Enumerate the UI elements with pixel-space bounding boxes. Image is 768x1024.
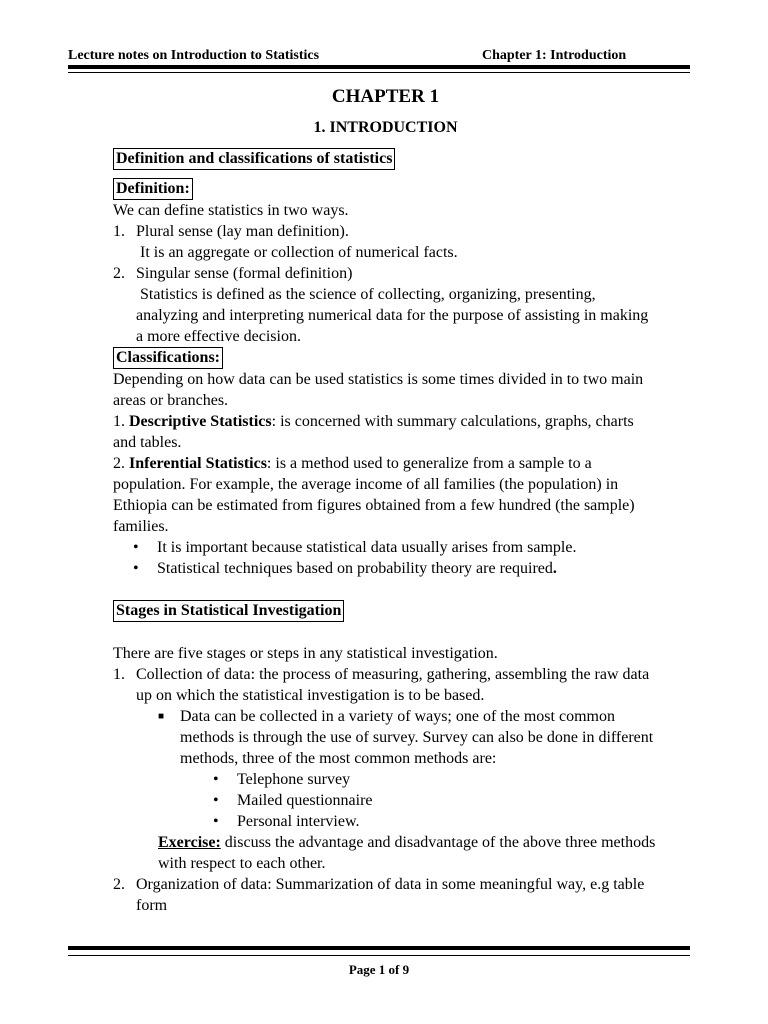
list-text-end: .: [552, 560, 557, 577]
list-text: Telephone survey: [237, 771, 351, 788]
definition-item-1-sub: It is an aggregate or collection of numerical facts.: [140, 244, 458, 261]
list-item: [113, 811, 658, 832]
footer-rule-thick: [68, 946, 690, 950]
descriptive-statistics: [113, 411, 658, 453]
chapter-title: CHAPTER 1: [331, 86, 440, 107]
list-text: Mailed questionnaire: [237, 792, 373, 809]
list-text: Personal interview.: [237, 813, 360, 830]
stages-intro: There are five stages or steps in any statistical investigation.: [113, 645, 498, 662]
bullet-dot-icon: •: [133, 539, 139, 556]
list-text: Plural sense (lay man definition).: [136, 223, 349, 240]
bullet-dot-icon: •: [213, 792, 219, 809]
header-chapter: Chapter 1: Introduction: [482, 48, 627, 63]
bullet-dot-icon: •: [213, 771, 219, 788]
bullet-dot-icon: •: [133, 560, 139, 577]
list-number: 1.: [113, 413, 125, 430]
page-number: Page 1 of 9: [348, 962, 410, 977]
inferential-statistics: [113, 453, 658, 537]
stage-1: [113, 664, 658, 706]
list-item: [113, 558, 658, 579]
exercise-text: discuss the advantage and disadvantage of the above three methods with respect to each other.: [158, 834, 656, 872]
definition-item-2-sub: Statistics is defined as the science of collecting, organizing, presenting, analyzing and interpreting numerical data for the purpose of assisting in making a more effective decision.: [136, 286, 649, 345]
def-class-heading: Definition and classifications of statistics: [113, 148, 395, 170]
stages-heading: Stages in Statistical Investigation: [113, 600, 344, 622]
definition-heading: Definition:: [113, 178, 193, 200]
classifications-intro: Depending on how data can be used statistics is some times divided in to two main areas or branches.: [113, 371, 644, 409]
definition-item-1: [113, 221, 658, 242]
page-body: [113, 84, 658, 916]
definition-intro: We can define statistics in two ways.: [113, 202, 349, 219]
header-rule-thin: [68, 72, 690, 73]
exercise: [113, 832, 658, 874]
list-text: Organization of data: Summarization of data in some meaningful way, e.g table form: [136, 876, 645, 914]
list-item: [113, 769, 658, 790]
list-item: [113, 537, 658, 558]
descriptive-text: : is concerned with summary calculations, graphs, charts and tables.: [113, 413, 634, 451]
classifications-heading: Classifications:: [113, 347, 223, 369]
list-item: [113, 790, 658, 811]
list-text: Data can be collected in a variety of ways; one of the most common methods is through the use of survey. Survey can also be done in different methods, three of the most common methods are:: [180, 708, 654, 767]
list-item: [113, 706, 658, 769]
list-number: 1.: [113, 666, 125, 683]
list-text: Singular sense (formal definition): [136, 265, 353, 282]
list-text: Statistical techniques based on probability theory are required: [157, 560, 553, 577]
list-number: 1.: [113, 223, 125, 240]
list-number: 2.: [113, 455, 125, 472]
list-text: It is important because statistical data usually arises from sample.: [157, 539, 577, 556]
header-course-title: Lecture notes on Introduction to Statistics: [68, 48, 320, 63]
list-number: 2.: [113, 876, 125, 893]
footer-rule-thin: [68, 955, 690, 956]
section-title: 1. INTRODUCTION: [313, 119, 458, 136]
square-bullet-icon: ■: [158, 711, 165, 722]
descriptive-term: Descriptive Statistics: [129, 413, 272, 430]
list-text: Collection of data: the process of measuring, gathering, assembling the raw data up on which the statistical investigation is to be based.: [136, 666, 650, 704]
definition-item-2: [113, 263, 658, 284]
exercise-label: Exercise:: [158, 834, 221, 851]
inferential-term: Inferential Statistics: [129, 455, 267, 472]
stage-2: [113, 874, 658, 916]
inferential-text: : is a method used to generalize from a sample to a population. For example, the average income of all families (the population) in Ethiopia can be estimated from figures obtained from a few hundred (the sample) families.: [113, 455, 635, 535]
header-rule-thick: [68, 65, 690, 69]
list-number: 2.: [113, 265, 125, 282]
bullet-dot-icon: •: [213, 813, 219, 830]
